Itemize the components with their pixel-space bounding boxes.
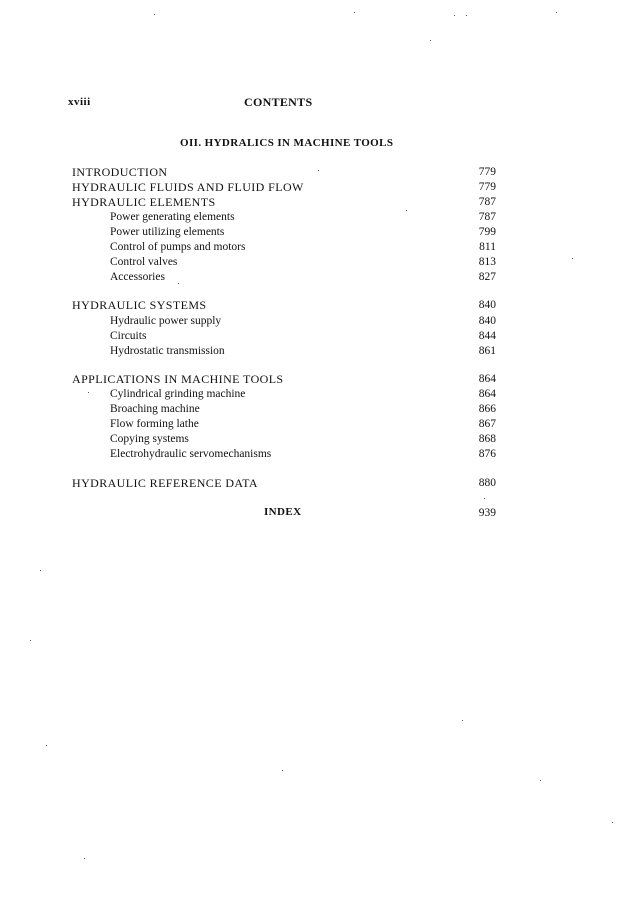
scan-speck [454,15,455,16]
toc-entry-label: Hydrostatic transmission [110,345,225,357]
toc-entry [110,270,496,284]
toc-entry [110,447,496,461]
toc-entry-label: Control of pumps and motors [110,241,246,253]
toc-entry-page: 868 [478,433,496,445]
toc-entry-label: Accessories [110,271,165,283]
toc-entry [110,432,496,446]
page-title: CONTENTS [244,95,313,109]
toc-entry [110,240,496,254]
toc-entry [110,387,496,401]
scan-speck [572,258,573,259]
toc-entry [72,195,496,209]
toc-entry-label: INTRODUCTION [72,165,168,179]
toc-entry-page: 880 [478,477,496,489]
scan-speck [354,12,355,13]
toc-entry-label: Copying systems [110,433,189,445]
scan-speck [612,822,613,823]
toc-entry-page: 787 [478,211,496,223]
scan-speck [84,858,85,859]
index-page: 939 [478,507,496,519]
scan-speck [88,392,89,393]
toc-entry-label: Power utilizing elements [110,226,225,238]
scan-speck [46,745,47,746]
toc-entry [110,417,496,431]
scan-speck [466,15,467,16]
scan-speck [178,283,179,284]
toc-entry-page: 867 [478,418,496,430]
index-label: INDEX [264,506,302,518]
toc-entry [110,344,496,358]
toc-entry-page: 840 [478,299,496,311]
toc-entry-label: Control valves [110,256,178,268]
toc-entry-page: 799 [478,226,496,238]
toc-entry-page: 787 [478,196,496,208]
scan-speck [154,14,155,15]
scan-speck [484,498,485,499]
scan-speck [318,170,319,171]
page-number: xviii [68,96,91,108]
toc-entry-page: 864 [478,388,496,400]
toc-entry [110,255,496,269]
toc-entry-label: Flow forming lathe [110,418,199,430]
toc-entry-label: Circuits [110,330,147,342]
toc-entry-page: 827 [478,271,496,283]
toc-entry-label: HYDRAULIC REFERENCE DATA [72,476,258,490]
toc-entry-label: HYDRAULIC FLUIDS AND FLUID FLOW [72,180,304,194]
chapter-title: OII. HYDRALICS IN MACHINE TOOLS [180,137,394,149]
toc-entry-label: Cylindrical grinding machine [110,388,246,400]
toc-entry [72,180,496,194]
toc-entry-label: Power generating elements [110,211,235,223]
toc-entry-page: 811 [479,241,496,253]
toc-entry-page: 864 [478,373,496,385]
toc-entry [110,210,496,224]
scan-speck [556,12,557,13]
toc-entry-page: 779 [478,181,496,193]
toc-entry [72,476,496,490]
scan-speck [406,210,407,211]
toc-entry [72,165,496,179]
scan-speck [40,570,41,571]
scan-speck [462,720,463,721]
scan-speck [430,40,431,41]
toc-entry [110,329,496,343]
toc-entry [110,402,496,416]
scan-speck [282,770,283,771]
toc-entry [72,372,496,386]
toc-entry-label: Hydraulic power supply [110,315,222,327]
toc-entry-page: 861 [478,345,496,357]
toc-entry-page: 813 [478,256,496,268]
toc-entry-page: 866 [478,403,496,415]
toc-entry-label: APPLICATIONS IN MACHINE TOOLS [72,372,284,386]
toc-entry [110,314,496,328]
toc-entry-page: 876 [478,448,496,460]
toc-entry-page: 844 [478,330,496,342]
toc-entry [110,225,496,239]
toc-entry [72,298,496,312]
toc-entry-label: Electrohydraulic servomechanisms [110,448,272,460]
toc-entry-label: HYDRAULIC ELEMENTS [72,195,216,209]
toc-entry-label: Broaching machine [110,403,200,415]
scan-speck [540,780,541,781]
toc-entry-page: 779 [478,166,496,178]
toc-entry-page: 840 [478,315,496,327]
toc-entry-label: HYDRAULIC SYSTEMS [72,298,207,312]
scan-speck [30,640,31,641]
